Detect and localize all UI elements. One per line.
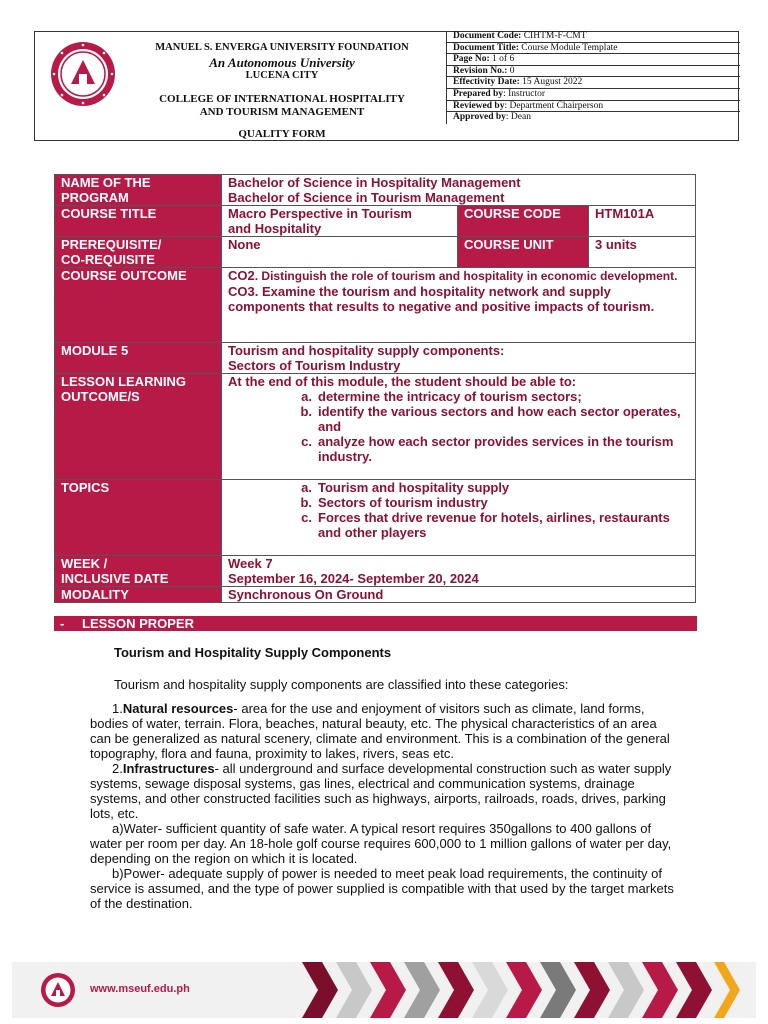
course-outcome-row [55,268,696,343]
college-name [119,93,445,119]
course-title-row [55,206,696,237]
doc-title-row [447,43,740,55]
prerequisite-row [55,237,696,268]
lesson-proper-bar [54,616,697,631]
effectivity-row [447,77,740,89]
learning-outcomes-list [228,389,689,464]
chevron-stripe [574,962,610,1018]
doc-info-value: : Department Chairperson [504,100,604,111]
paragraph-text: - all underground and surface developmental construction such as water supply systems, sewage disposal systems, gas lines, electrical and communication systems, drainage systems, and other constructed facilities such as highways, airports, railroads, roads, drives, parking lots, etc. [90,761,672,821]
module-label: MODULE 5 [55,343,222,374]
course-title-label: COURSE TITLE [55,206,222,237]
title-line: and Hospitality [228,221,322,236]
approved-by-row [447,112,740,124]
doc-info-value: : Dean [505,112,531,123]
course-unit-value: 3 units [589,237,696,268]
chevron-stripe [472,962,508,1018]
program-label [55,175,222,206]
doc-info-key: Document Title: [453,42,519,53]
form-type: QUALITY FORM [238,128,326,140]
chevron-stripe [302,962,338,1018]
lesson-intro: Tourism and hospitality supply components are classified into these categories: [114,677,569,692]
modality-row [55,587,696,603]
program-row [55,175,696,206]
term: Natural resources [122,701,234,716]
learning-outcomes-row [55,374,696,480]
autonomous-tagline: An Autonomous University [209,55,355,70]
label-line: PROGRAM [61,190,129,205]
program-value [222,175,696,206]
paragraph-water: a)Water- sufficient quantity of safe water. A typical resort requires 350gallons to 400 gallons of water per room per day. An 18-hole golf course requires 600,000 to 1 million gallons of water per day, depending on the region on which it is located. [90,821,672,866]
chevron-stripe [336,962,372,1018]
prerequisite-label [55,237,222,268]
list-text: identify the various sectors and how each sector operates, and [318,404,681,434]
page-no-row [447,54,740,66]
paragraph-natural-resources [90,701,680,761]
doc-info-key: Approved by [453,112,506,123]
modality-label: MODALITY [55,587,222,603]
doc-info-key: Reviewed by [453,100,505,111]
list-text: Sectors of tourism industry [318,495,488,510]
chevron-stripe [676,962,712,1018]
co2-outcome [228,268,689,284]
doc-info-key: Revision No.: [453,65,508,76]
college-line-2: AND TOURISM MANAGEMENT [199,106,365,118]
learning-outcomes-intro: At the end of this module, the student should be able to: [228,374,577,389]
course-outcome-label: COURSE OUTCOME [55,268,222,343]
document-header [34,31,739,141]
doc-info-value: 0 [507,65,515,76]
list-marker: b. [300,495,312,510]
bullet-marker: - [60,616,65,631]
course-outcome-value [222,268,696,343]
doc-info-key: Document Code: [453,31,522,41]
university-seal-icon [49,40,117,108]
chevron-stripe [404,962,440,1018]
lesson-title: Tourism and Hospitality Supply Components [114,645,392,660]
label-line: INCLUSIVE DATE [61,571,169,586]
chevron-stripe [642,962,678,1018]
college-line-1: COLLEGE OF INTERNATIONAL HOSPITALITY [159,93,405,105]
course-title-value [222,206,458,237]
doc-info-value: CIHTM-F-CMT [521,31,587,41]
chevron-stripe [438,962,474,1018]
list-item [294,389,689,404]
paragraph-number: 1. [112,701,123,716]
module-line: Sectors of Tourism Industry [228,358,401,373]
week-label [55,556,222,587]
label-line: WEEK / [61,556,108,571]
title-line: Macro Perspective in Tourism [228,206,412,221]
list-marker: a. [301,389,312,404]
module-line: Tourism and hospitality supply components: [228,343,505,358]
course-code-value: HTM101A [589,206,696,237]
topics-list [228,480,689,540]
topics-value [222,480,696,556]
prepared-by-row [447,89,740,101]
reviewed-by-row [447,101,740,113]
list-marker: a. [301,480,312,495]
list-text: Tourism and hospitality supply [318,480,510,495]
module-value [222,343,696,374]
label-line: PREREQUISITE/ [61,237,162,252]
course-code-label: COURSE CODE [458,206,589,237]
doc-info-value: 1 of 6 [489,54,515,65]
co3-outcome: CO3. Examine the tourism and hospitality network and supply components that results to negative and positive impacts of tourism. [228,284,655,314]
university-seal-icon [40,972,76,1008]
revision-row [447,66,740,78]
label-line: NAME OF THE [61,175,151,190]
list-text: Forces that drive revenue for hotels, airlines, restaurants and other players [318,510,670,540]
topics-row [55,480,696,556]
inclusive-dates: September 16, 2024- September 20, 2024 [228,571,479,586]
chevron-stripe [506,962,542,1018]
list-marker: c. [301,434,312,449]
chevron-stripe-gold [714,962,740,1018]
week-value [222,556,696,587]
doc-info-value: : Instructor [503,88,546,99]
co2-text: . Distinguish the role of tourism and hospitality in economic development. [254,269,678,283]
doc-code-row [447,31,740,43]
list-item [294,404,689,434]
program-line: Bachelor of Science in Tourism Management [228,190,505,205]
course-info-table [54,174,696,603]
city: LUCENA CITY [245,70,319,81]
label-line: OUTCOME/S [61,389,140,404]
chevron-stripe [540,962,576,1018]
term: Infrastructures [122,761,215,776]
list-marker: c. [301,510,312,525]
learning-outcomes-label [55,374,222,480]
doc-info-value: Course Module Template [518,42,618,53]
list-text: determine the intricacy of tourism sectors; [318,389,582,404]
lesson-proper-heading: LESSON PROPER [82,616,194,631]
list-marker: b. [300,404,312,419]
chevron-stripe [608,962,644,1018]
doc-info-value: 15 August 2022 [519,77,583,88]
document-info-table [446,31,740,124]
week-number: Week 7 [228,556,273,571]
doc-info-key: Effectivity Date: [453,77,520,88]
learning-outcomes-value [222,374,696,480]
list-item [294,480,689,495]
label-line: LESSON LEARNING [61,374,186,389]
paragraph-text: - area for the use and enjoyment of visitors such as climate, land forms, bodies of water, terrain. Flora, beaches, natural beauty, etc. The physical characteristics of an area can be generalized as natural scenery, climate and environment. This is a combination of the general topography, flora and fauna, proximity to lakes, rivers, seas etc. [90,701,670,761]
list-item [294,510,689,540]
modality-value: Synchronous On Ground [222,587,696,603]
chevron-stripe [370,962,406,1018]
list-item [294,434,689,464]
module-row [55,343,696,374]
week-row [55,556,696,587]
topics-label: TOPICS [55,480,222,556]
program-line: Bachelor of Science in Hospitality Management [228,175,521,190]
list-text: analyze how each sector provides services in the tourism industry. [318,434,674,464]
paragraph-power: b)Power- adequate supply of power is needed to meet peak load requirements, the continuity of service is assumed, and the type of power supplied is compatible with that used by the target markets of the destination. [90,866,674,911]
doc-info-key: Page No: [453,54,490,65]
page-footer [12,962,756,1018]
co2-tag: CO2 [228,268,255,283]
prerequisite-value: None [222,237,458,268]
paragraph-infrastructures [90,761,680,821]
website-link[interactable]: www.mseuf.edu.ph [90,983,190,995]
list-item [294,495,689,510]
paragraph-number: 2. [112,761,123,776]
doc-info-key: Prepared by [453,88,504,99]
university-name: MANUEL S. ENVERGA UNIVERSITY FOUNDATION [155,42,409,53]
label-line: CO-REQUISITE [61,252,155,267]
lesson-body [90,645,680,911]
course-unit-label: COURSE UNIT [458,237,589,268]
